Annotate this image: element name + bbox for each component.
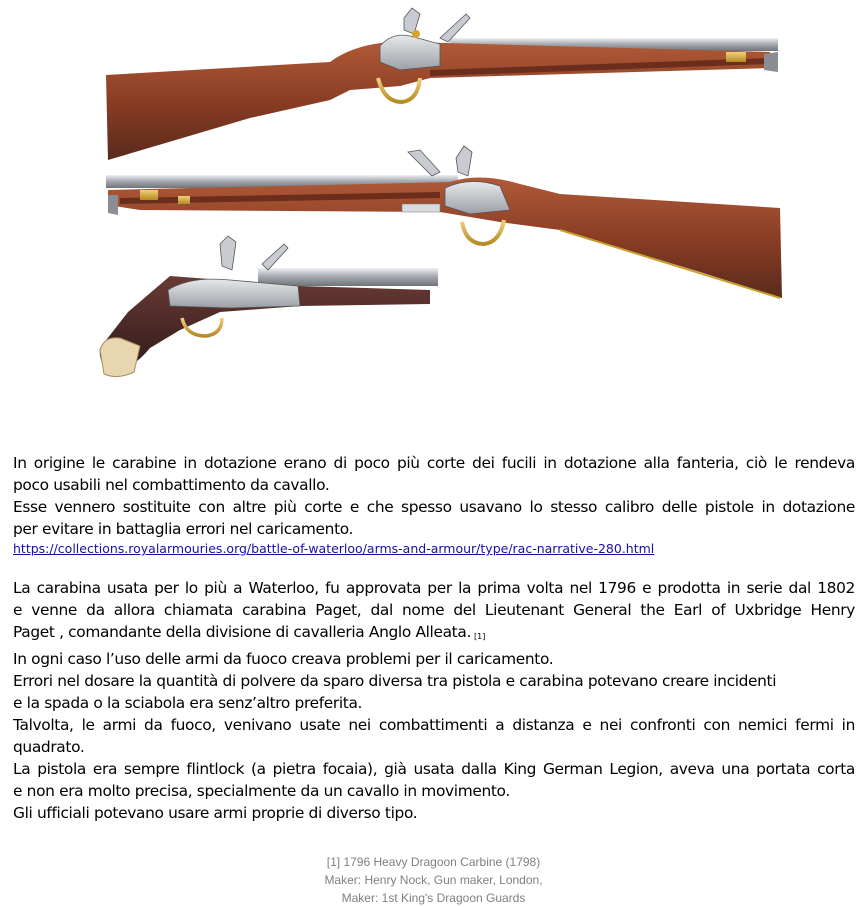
main-paragraph: [13, 577, 855, 824]
pistol-image: [100, 236, 438, 377]
text-line: In ogni caso l’uso delle armi da fuoco creava problemi per il caricamento.: [13, 650, 554, 668]
text-line: Esse vennero sostituite con altre più corte e che spesso usavano lo stesso calibro delle pistole in dotazione: [13, 498, 855, 516]
text-line: Errori nel dosare la quantità di polvere da sparo diversa tra pistola e carabina potevano creare incidenti: [13, 672, 777, 690]
text-line: Gli ufficiali potevano usare armi proprie di diverso tipo.: [13, 804, 418, 822]
text-line: e la spada o la sciabola era senz’altro preferita.: [13, 694, 363, 712]
text-line: poco usabili nel combattimento da cavallo.: [13, 476, 330, 494]
source-link[interactable]: https://collections.royalarmouries.org/battle-of-waterloo/arms-and-armour/type/rac-narrative-280.html: [13, 541, 655, 556]
text-line: quadrato.: [13, 738, 85, 756]
carbine-2-image: [106, 146, 782, 298]
text-line: per evitare in battaglia errori nel caricamento.: [13, 520, 354, 538]
weapons-illustration: [0, 0, 867, 400]
caption-line: [1] 1796 Heavy Dragoon Carbine (1798): [326, 855, 541, 869]
text-line: La pistola era sempre flintlock (a pietra focaia), già usata dalla King German Legion, aveva una portata corta: [13, 760, 855, 778]
text-line: La carabina usata per lo più a Waterloo, fu approvata per la prima volta nel 1796 e prodotta in serie dal 1802: [13, 579, 855, 597]
caption-line: Maker: 1st King's Dragoon Guards: [341, 891, 526, 905]
footnote-caption: [0, 853, 867, 907]
carbine-1-image: [106, 8, 778, 160]
text-line: e non era molto precisa, specialmente da un cavallo in movimento.: [13, 782, 510, 800]
text-line: e venne da allora chiamata carabina Paget, dal nome del Lieutenant General the Earl of Uxbridge Henry: [13, 601, 855, 619]
text-line-with-footnote: [13, 621, 855, 648]
text-line: In origine le carabine in dotazione erano di poco più corte dei fucili in dotazione alla fanteria, ciò le rendeva: [13, 454, 855, 472]
caption-line: Maker: Henry Nock, Gun maker, London,: [324, 873, 543, 887]
text-line: Paget , comandante della divisione di cavalleria Anglo Alleata.: [13, 623, 471, 641]
intro-paragraph: [13, 452, 855, 558]
footnote-ref[interactable]: [1]: [474, 632, 486, 641]
text-line: Talvolta, le armi da fuoco, venivano usate nei combattimenti a distanza e nei confronti con nemici fermi in: [13, 716, 855, 734]
